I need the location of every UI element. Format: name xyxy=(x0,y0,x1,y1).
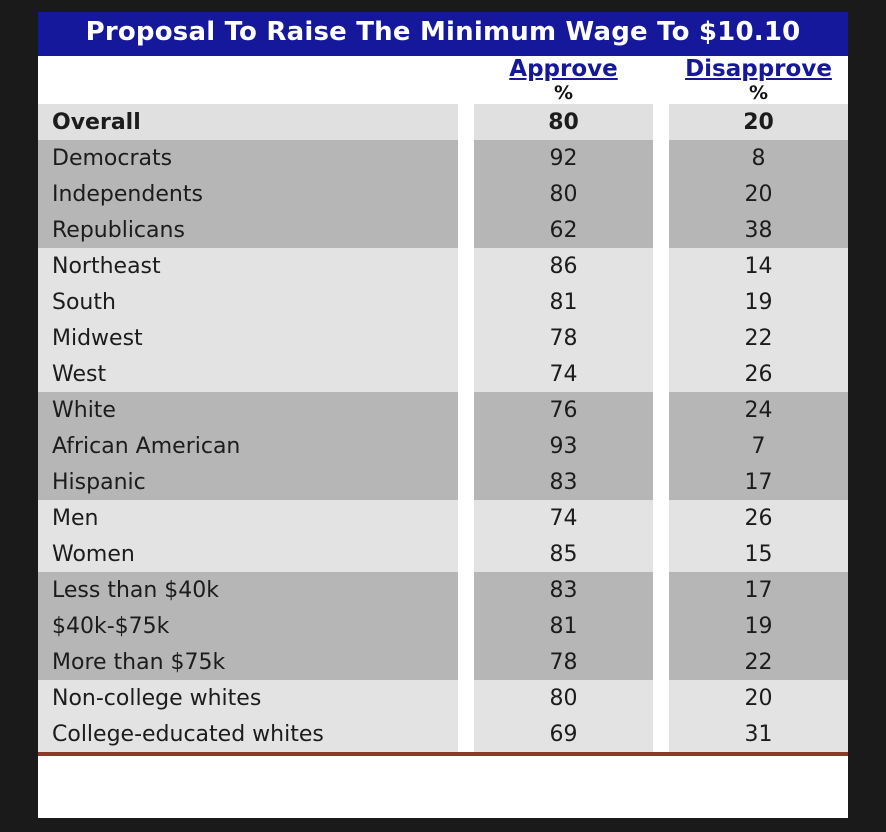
bottom-rule xyxy=(38,752,848,756)
row-label: More than $75k xyxy=(38,644,458,680)
row-gap-2 xyxy=(653,356,669,392)
row-approve-value: 80 xyxy=(474,680,653,716)
row-disapprove-value: 17 xyxy=(669,464,848,500)
row-label: College-educated whites xyxy=(38,716,458,752)
row-gap-2 xyxy=(653,392,669,428)
row-approve-value: 80 xyxy=(474,176,653,212)
table-row xyxy=(38,356,848,392)
row-label: Midwest xyxy=(38,320,458,356)
row-disapprove-value: 15 xyxy=(669,536,848,572)
header-approve-label: Approve xyxy=(509,56,618,83)
row-approve-value: 92 xyxy=(474,140,653,176)
row-approve-value: 81 xyxy=(474,284,653,320)
row-disapprove-value: 20 xyxy=(669,680,848,716)
row-label: African American xyxy=(38,428,458,464)
row-gap-2 xyxy=(653,140,669,176)
table-row xyxy=(38,500,848,536)
poll-table-card xyxy=(38,12,848,818)
unit-header-row xyxy=(38,82,848,104)
row-gap-1 xyxy=(458,356,474,392)
row-label: Democrats xyxy=(38,140,458,176)
row-disapprove-value: 19 xyxy=(669,284,848,320)
table-row xyxy=(38,428,848,464)
row-label: Independents xyxy=(38,176,458,212)
row-disapprove-value: 19 xyxy=(669,608,848,644)
header-spacer xyxy=(38,56,458,82)
row-label: Northeast xyxy=(38,248,458,284)
row-label: Republicans xyxy=(38,212,458,248)
row-gap-1 xyxy=(458,608,474,644)
row-disapprove-value: 22 xyxy=(669,320,848,356)
row-gap-2 xyxy=(653,608,669,644)
row-gap-2 xyxy=(653,212,669,248)
row-disapprove-value: 26 xyxy=(669,500,848,536)
row-gap-2 xyxy=(653,104,669,140)
table-row xyxy=(38,464,848,500)
column-header-row xyxy=(38,56,848,82)
unit-approve: % xyxy=(474,82,653,104)
row-disapprove-value: 26 xyxy=(669,356,848,392)
unit-disapprove: % xyxy=(669,82,848,104)
header-disapprove xyxy=(669,56,848,82)
table-row xyxy=(38,320,848,356)
row-approve-value: 74 xyxy=(474,500,653,536)
table-row xyxy=(38,104,848,140)
row-gap-1 xyxy=(458,392,474,428)
row-gap-2 xyxy=(653,248,669,284)
row-gap-2 xyxy=(653,644,669,680)
row-label: South xyxy=(38,284,458,320)
title-row xyxy=(38,12,848,56)
poll-rows xyxy=(38,104,848,752)
row-gap-2 xyxy=(653,320,669,356)
table-row xyxy=(38,176,848,212)
header-approve xyxy=(474,56,653,82)
table-row xyxy=(38,284,848,320)
row-gap-2 xyxy=(653,536,669,572)
row-gap-1 xyxy=(458,320,474,356)
unit-spacer xyxy=(38,82,458,104)
table-row xyxy=(38,248,848,284)
unit-gap-2 xyxy=(653,82,669,104)
row-disapprove-value: 20 xyxy=(669,104,848,140)
header-gap-1 xyxy=(458,56,474,82)
row-approve-value: 69 xyxy=(474,716,653,752)
row-approve-value: 83 xyxy=(474,464,653,500)
row-gap-2 xyxy=(653,428,669,464)
row-gap-2 xyxy=(653,572,669,608)
row-gap-1 xyxy=(458,572,474,608)
row-gap-2 xyxy=(653,500,669,536)
row-gap-2 xyxy=(653,284,669,320)
row-gap-2 xyxy=(653,464,669,500)
table-row xyxy=(38,536,848,572)
header-gap-2 xyxy=(653,56,669,82)
row-label: Overall xyxy=(38,104,458,140)
row-gap-1 xyxy=(458,428,474,464)
row-approve-value: 78 xyxy=(474,320,653,356)
table-row xyxy=(38,140,848,176)
page-title: Proposal To Raise The Minimum Wage To $10.10 xyxy=(38,12,848,56)
row-gap-2 xyxy=(653,716,669,752)
row-gap-1 xyxy=(458,536,474,572)
row-label: Men xyxy=(38,500,458,536)
row-approve-value: 74 xyxy=(474,356,653,392)
row-disapprove-value: 38 xyxy=(669,212,848,248)
row-label: Hispanic xyxy=(38,464,458,500)
row-label: $40k-$75k xyxy=(38,608,458,644)
row-gap-1 xyxy=(458,500,474,536)
row-gap-1 xyxy=(458,140,474,176)
row-disapprove-value: 24 xyxy=(669,392,848,428)
row-gap-1 xyxy=(458,176,474,212)
row-disapprove-value: 22 xyxy=(669,644,848,680)
row-gap-2 xyxy=(653,176,669,212)
row-disapprove-value: 17 xyxy=(669,572,848,608)
table-row xyxy=(38,680,848,716)
row-gap-1 xyxy=(458,212,474,248)
row-gap-1 xyxy=(458,284,474,320)
table-row xyxy=(38,608,848,644)
row-label: West xyxy=(38,356,458,392)
table-row xyxy=(38,212,848,248)
row-gap-1 xyxy=(458,680,474,716)
row-gap-2 xyxy=(653,680,669,716)
table-row xyxy=(38,644,848,680)
table-row xyxy=(38,572,848,608)
row-disapprove-value: 8 xyxy=(669,140,848,176)
row-gap-1 xyxy=(458,248,474,284)
row-approve-value: 83 xyxy=(474,572,653,608)
table-row xyxy=(38,392,848,428)
header-disapprove-label: Disapprove xyxy=(685,56,832,83)
row-approve-value: 85 xyxy=(474,536,653,572)
unit-gap-1 xyxy=(458,82,474,104)
row-gap-1 xyxy=(458,644,474,680)
row-gap-1 xyxy=(458,464,474,500)
row-gap-1 xyxy=(458,104,474,140)
row-label: Non-college whites xyxy=(38,680,458,716)
row-disapprove-value: 20 xyxy=(669,176,848,212)
row-gap-1 xyxy=(458,716,474,752)
row-approve-value: 80 xyxy=(474,104,653,140)
row-approve-value: 62 xyxy=(474,212,653,248)
row-approve-value: 78 xyxy=(474,644,653,680)
row-approve-value: 81 xyxy=(474,608,653,644)
row-label: Women xyxy=(38,536,458,572)
table-row xyxy=(38,716,848,752)
row-approve-value: 93 xyxy=(474,428,653,464)
row-approve-value: 86 xyxy=(474,248,653,284)
row-disapprove-value: 14 xyxy=(669,248,848,284)
row-approve-value: 76 xyxy=(474,392,653,428)
row-disapprove-value: 31 xyxy=(669,716,848,752)
row-disapprove-value: 7 xyxy=(669,428,848,464)
poll-table xyxy=(38,12,848,752)
row-label: White xyxy=(38,392,458,428)
row-label: Less than $40k xyxy=(38,572,458,608)
